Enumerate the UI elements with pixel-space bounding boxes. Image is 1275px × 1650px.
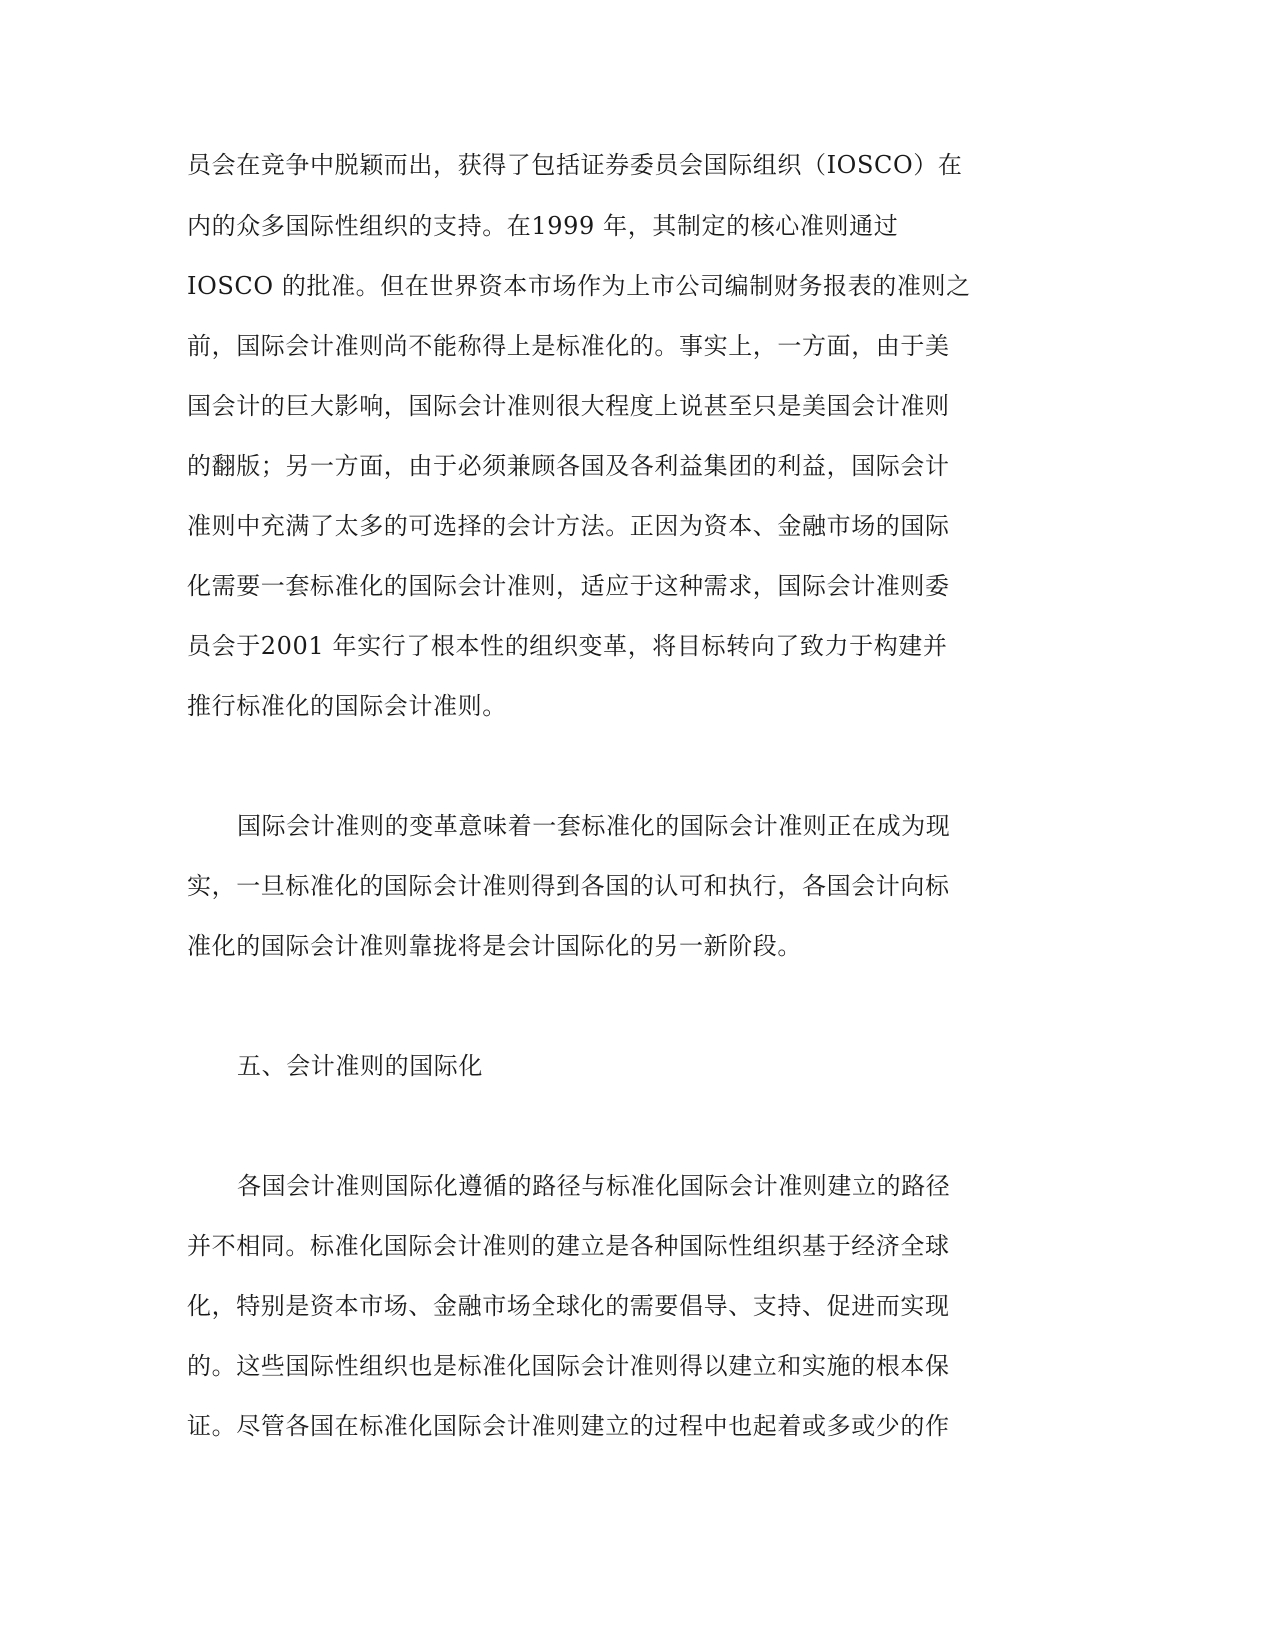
text-line: 前，国际会计准则尚不能称得上是标准化的。事实上，一方面，由于美 [187,332,950,360]
text-line: 内的众多国际性组织的支持。在1999 年，其制定的核心准则通过 [187,212,899,240]
text-line: 员会在竞争中脱颖而出，获得了包括证券委员会国际组织（IOSCO）在 [187,151,963,179]
text-line: 并不相同。标准化国际会计准则的建立是各种国际性组织基于经济全球 [187,1232,950,1260]
text-line: 国际会计准则的变革意味着一套标准化的国际会计准则正在成为现 [237,812,951,840]
text-line: 准化的国际会计准则靠拢将是会计国际化的另一新阶段。 [187,932,802,960]
text-line: 证。尽管各国在标准化国际会计准则建立的过程中也起着或多或少的作 [187,1412,950,1440]
text-line: 实，一旦标准化的国际会计准则得到各国的认可和执行，各国会计向标 [187,872,950,900]
section-heading: 五、会计准则的国际化 [237,1052,483,1080]
text-line: 的翻版；另一方面，由于必须兼顾各国及各利益集团的利益，国际会计 [187,452,950,480]
text-line: 各国会计准则国际化遵循的路径与标准化国际会计准则建立的路径 [237,1172,951,1200]
text-line: 员会于2001 年实行了根本性的组织变革，将目标转向了致力于构建并 [187,632,948,660]
text-line: IOSCO 的批准。但在世界资本市场作为上市公司编制财务报表的准则之 [187,272,971,300]
text-line: 化需要一套标准化的国际会计准则，适应于这种需求，国际会计准则委 [187,572,950,600]
text-line: 的。这些国际性组织也是标准化国际会计准则得以建立和实施的根本保 [187,1352,950,1380]
text-line: 化，特别是资本市场、金融市场全球化的需要倡导、支持、促进而实现 [187,1292,950,1320]
text-line: 准则中充满了太多的可选择的会计方法。正因为资本、金融市场的国际 [187,512,950,540]
text-line: 推行标准化的国际会计准则。 [187,692,507,720]
text-line: 国会计的巨大影响，国际会计准则很大程度上说甚至只是美国会计准则 [187,392,950,420]
